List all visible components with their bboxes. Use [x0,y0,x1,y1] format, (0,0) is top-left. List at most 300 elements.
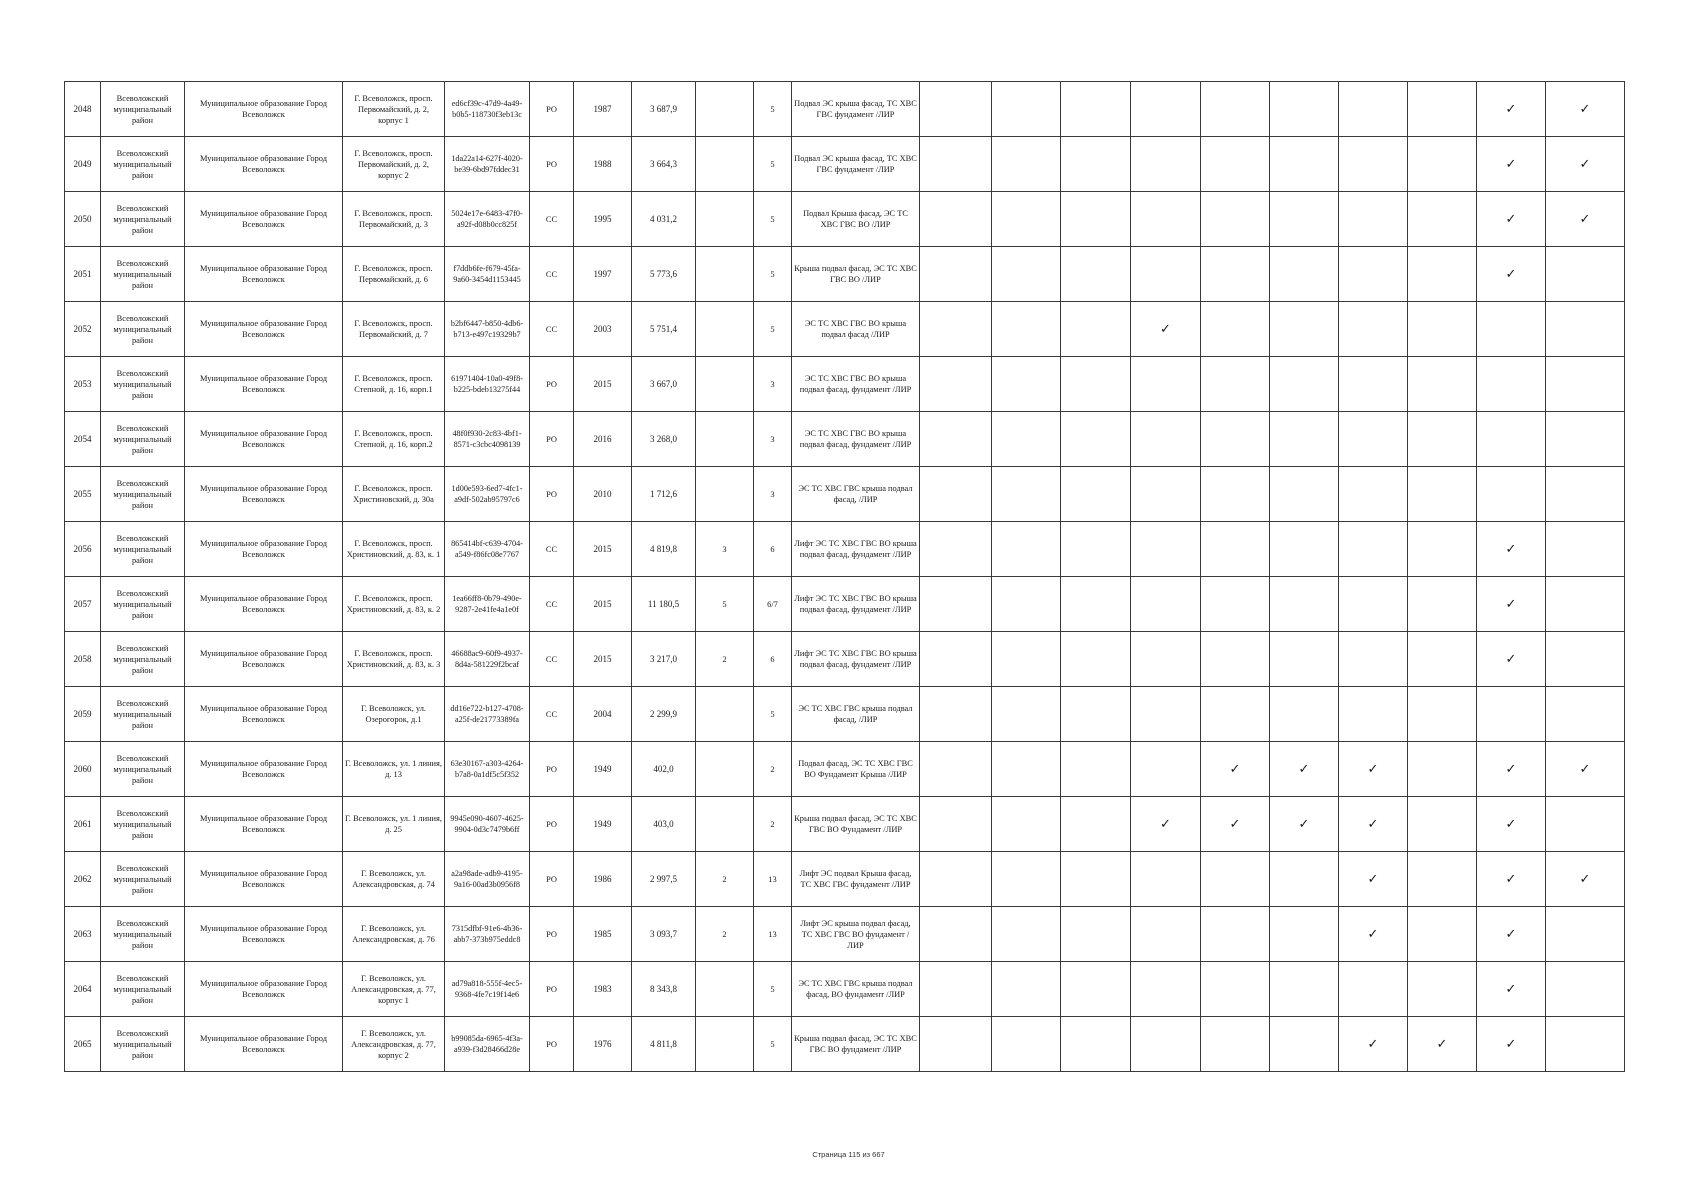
house-uuid-cell: f7ddb6fe-f679-45fa-9a60-3454d1153445 [445,247,530,302]
check-mark-icon: ✓ [1160,321,1171,337]
check-cell-7 [1408,632,1477,687]
municipality-cell: Муниципальное образование Город Всеволожск [185,467,343,522]
table-row [65,247,1625,302]
check-cell-8 [1477,577,1546,632]
elevator-count-cell [696,357,754,412]
check-mark-icon: ✓ [1367,871,1379,887]
check-cell-2 [1061,687,1131,742]
check-cell-8 [1477,192,1546,247]
ownership-type-cell: РО [530,742,574,797]
floors-cell: 2 [754,797,792,852]
check-mark-icon: ✓ [1298,761,1310,777]
row-number: 2058 [65,632,101,687]
ownership-type-cell: РО [530,852,574,907]
check-cell-5 [1270,522,1339,577]
check-mark-icon: ✓ [1298,816,1310,832]
check-cell-6 [1339,852,1408,907]
address-cell: Г. Всеволожск, просп. Первомайский, д. 3 [343,192,445,247]
check-cell-6 [1339,522,1408,577]
build-year-cell: 1949 [574,742,632,797]
check-cell-2 [1061,137,1131,192]
build-year-cell: 1985 [574,907,632,962]
area-cell: 11 180,5 [632,577,696,632]
check-mark-icon: ✓ [1367,926,1379,942]
table-row [65,852,1625,907]
check-cell-4 [1201,577,1270,632]
ownership-type-cell: СС [530,247,574,302]
check-cell-5 [1270,687,1339,742]
floors-cell: 5 [754,962,792,1017]
address-cell: Г. Всеволожск, просп. Первомайский, д. 2, корпус 1 [343,82,445,137]
area-cell: 3 268,0 [632,412,696,467]
work-types-cell: Лифт ЭС ТС ХВС ГВС ВО крыша подвал фасад, фундамент /ЛИР [792,577,920,632]
check-cell-8 [1477,82,1546,137]
check-cell-3 [1131,907,1201,962]
check-cell-7 [1408,192,1477,247]
row-number: 2061 [65,797,101,852]
blank-cell [920,467,992,522]
address-cell: Г. Всеволожск, ул. 1 линия, д. 13 [343,742,445,797]
build-year-cell: 2004 [574,687,632,742]
elevator-count-cell [696,302,754,357]
build-year-cell: 1976 [574,1017,632,1072]
work-types-cell: Подвал ЭС крыша фасад, ТС ХВС ГВС фундамент /ЛИР [792,137,920,192]
area-cell: 8 343,8 [632,962,696,1017]
build-year-cell: 1986 [574,852,632,907]
check-cell-6 [1339,82,1408,137]
row-number: 2051 [65,247,101,302]
check-cell-8 [1477,852,1546,907]
check-cell-9 [1546,962,1625,1017]
area-cell: 2 299,9 [632,687,696,742]
check-cell-1 [992,577,1061,632]
check-cell-1 [992,467,1061,522]
district-cell: Всеволожский муниципальный район [101,632,185,687]
check-cell-7 [1408,962,1477,1017]
check-cell-3 [1131,577,1201,632]
area-cell: 4 811,8 [632,1017,696,1072]
municipality-cell: Муниципальное образование Город Всеволожск [185,797,343,852]
elevator-count-cell: 2 [696,907,754,962]
work-types-cell: Лифт ЭС ТС ХВС ГВС ВО крыша подвал фасад, фундамент /ЛИР [792,632,920,687]
check-cell-6 [1339,687,1408,742]
district-cell: Всеволожский муниципальный район [101,907,185,962]
blank-cell [920,412,992,467]
check-cell-2 [1061,577,1131,632]
check-mark-icon: ✓ [1436,1036,1448,1052]
check-cell-8 [1477,137,1546,192]
row-number: 2056 [65,522,101,577]
check-cell-2 [1061,522,1131,577]
check-cell-9 [1546,192,1625,247]
elevator-count-cell: 5 [696,577,754,632]
address-cell: Г. Всеволожск, просп. Первомайский, д. 2, корпус 2 [343,137,445,192]
row-number: 2053 [65,357,101,412]
check-cell-4 [1201,1017,1270,1072]
check-cell-1 [992,357,1061,412]
check-cell-5 [1270,742,1339,797]
check-cell-9 [1546,632,1625,687]
check-cell-8 [1477,412,1546,467]
blank-cell [920,357,992,412]
row-number: 2059 [65,687,101,742]
check-mark-icon: ✓ [1229,761,1241,777]
table-row [65,962,1625,1017]
check-cell-3 [1131,797,1201,852]
check-mark-icon: ✓ [1367,1036,1379,1052]
check-cell-5 [1270,82,1339,137]
address-cell: Г. Всеволожск, ул. 1 линия, д. 25 [343,797,445,852]
area-cell: 2 997,5 [632,852,696,907]
elevator-count-cell [696,962,754,1017]
check-cell-1 [992,82,1061,137]
blank-cell [920,577,992,632]
area-cell: 3 667,0 [632,357,696,412]
municipality-cell: Муниципальное образование Город Всеволожск [185,1017,343,1072]
check-cell-9 [1546,742,1625,797]
check-mark-icon: ✓ [1505,651,1517,667]
check-cell-4 [1201,907,1270,962]
check-mark-icon: ✓ [1367,816,1379,832]
check-cell-8 [1477,907,1546,962]
house-uuid-cell: ad79a818-555f-4ec5-9368-4fe7c19f14e6 [445,962,530,1017]
check-cell-1 [992,797,1061,852]
check-cell-3 [1131,687,1201,742]
build-year-cell: 1949 [574,797,632,852]
municipality-cell: Муниципальное образование Город Всеволожск [185,687,343,742]
check-cell-2 [1061,1017,1131,1072]
check-cell-8 [1477,632,1546,687]
check-mark-icon: ✓ [1367,761,1379,777]
house-uuid-cell: 1da22a14-627f-4020-be39-6bd97fddec31 [445,137,530,192]
check-cell-1 [992,137,1061,192]
check-cell-7 [1408,687,1477,742]
check-cell-6 [1339,137,1408,192]
address-cell: Г. Всеволожск, ул. Александровская, д. 76 [343,907,445,962]
address-cell: Г. Всеволожск, ул. Озерогорок, д.1 [343,687,445,742]
check-cell-9 [1546,907,1625,962]
district-cell: Всеволожский муниципальный район [101,1017,185,1072]
check-cell-1 [992,1017,1061,1072]
floors-cell: 5 [754,137,792,192]
municipality-cell: Муниципальное образование Город Всеволожск [185,137,343,192]
work-types-cell: ЭС ТС ХВС ГВС ВО крыша подвал фасад, фундамент /ЛИР [792,412,920,467]
build-year-cell: 2015 [574,577,632,632]
check-cell-6 [1339,797,1408,852]
floors-cell: 3 [754,467,792,522]
check-cell-8 [1477,357,1546,412]
ownership-type-cell: РО [530,137,574,192]
floors-cell: 5 [754,247,792,302]
check-cell-8 [1477,687,1546,742]
elevator-count-cell [696,742,754,797]
area-cell: 402,0 [632,742,696,797]
check-cell-4 [1201,797,1270,852]
ownership-type-cell: СС [530,522,574,577]
ownership-type-cell: СС [530,302,574,357]
blank-cell [920,192,992,247]
address-cell: Г. Всеволожск, просп. Христиновский, д. 83, к. 3 [343,632,445,687]
check-cell-4 [1201,357,1270,412]
check-cell-2 [1061,192,1131,247]
area-cell: 3 687,9 [632,82,696,137]
check-mark-icon: ✓ [1579,871,1591,887]
check-cell-9 [1546,357,1625,412]
check-cell-7 [1408,82,1477,137]
floors-cell: 3 [754,412,792,467]
check-cell-3 [1131,962,1201,1017]
check-cell-1 [992,412,1061,467]
work-types-cell: Лифт ЭС ТС ХВС ГВС ВО крыша подвал фасад, фундамент /ЛИР [792,522,920,577]
check-cell-8 [1477,522,1546,577]
check-cell-2 [1061,247,1131,302]
ownership-type-cell: РО [530,82,574,137]
check-cell-4 [1201,632,1270,687]
check-cell-3 [1131,467,1201,522]
blank-cell [920,522,992,577]
check-cell-3 [1131,1017,1201,1072]
build-year-cell: 2016 [574,412,632,467]
check-cell-4 [1201,137,1270,192]
check-cell-6 [1339,962,1408,1017]
check-cell-2 [1061,357,1131,412]
build-year-cell: 2015 [574,357,632,412]
check-cell-5 [1270,357,1339,412]
elevator-count-cell: 3 [696,522,754,577]
elevator-count-cell [696,82,754,137]
table-row [65,137,1625,192]
table-row [65,467,1625,522]
check-cell-2 [1061,82,1131,137]
row-number: 2052 [65,302,101,357]
ownership-type-cell: РО [530,797,574,852]
check-cell-1 [992,852,1061,907]
table-row [65,1017,1625,1072]
check-cell-2 [1061,852,1131,907]
blank-cell [920,852,992,907]
table-row [65,797,1625,852]
work-types-cell: Крыша подвал фасад, ЭС ТС ХВС ГВС ВО /ЛИР [792,247,920,302]
elevator-count-cell [696,247,754,302]
ownership-type-cell: РО [530,357,574,412]
check-cell-9 [1546,687,1625,742]
district-cell: Всеволожский муниципальный район [101,412,185,467]
check-cell-6 [1339,1017,1408,1072]
build-year-cell: 1997 [574,247,632,302]
elevator-count-cell [696,1017,754,1072]
check-cell-4 [1201,467,1270,522]
check-cell-9 [1546,302,1625,357]
elevator-count-cell [696,412,754,467]
build-year-cell: 1995 [574,192,632,247]
house-uuid-cell: 48f0f930-2c83-4bf1-8571-c3cbc4098139 [445,412,530,467]
row-number: 2065 [65,1017,101,1072]
table-row [65,907,1625,962]
check-cell-9 [1546,412,1625,467]
area-cell: 4 819,8 [632,522,696,577]
address-cell: Г. Всеволожск, ул. Александровская, д. 77, корпус 1 [343,962,445,1017]
elevator-count-cell [696,192,754,247]
check-cell-6 [1339,577,1408,632]
address-cell: Г. Всеволожск, просп. Степной, д. 16, корп.1 [343,357,445,412]
municipality-cell: Муниципальное образование Город Всеволожск [185,357,343,412]
ownership-type-cell: РО [530,962,574,1017]
check-mark-icon: ✓ [1505,541,1517,557]
check-cell-2 [1061,907,1131,962]
row-number: 2049 [65,137,101,192]
table-row [65,632,1625,687]
work-types-cell: ЭС ТС ХВС ГВС ВО крыша подвал фасад, фундамент /ЛИР [792,357,920,412]
build-year-cell: 2015 [574,522,632,577]
district-cell: Всеволожский муниципальный район [101,82,185,137]
check-cell-2 [1061,742,1131,797]
check-cell-5 [1270,632,1339,687]
check-cell-3 [1131,357,1201,412]
house-uuid-cell: a2a98ade-adb9-4195-9a16-00ad3b0956f8 [445,852,530,907]
check-cell-5 [1270,247,1339,302]
check-cell-6 [1339,632,1408,687]
municipality-cell: Муниципальное образование Город Всеволожск [185,632,343,687]
work-types-cell: ЭС ТС ХВС ГВС крыша подвал фасад, ВО фундамент /ЛИР [792,962,920,1017]
check-cell-7 [1408,302,1477,357]
table-row [65,577,1625,632]
municipality-cell: Муниципальное образование Город Всеволожск [185,962,343,1017]
municipality-cell: Муниципальное образование Город Всеволожск [185,907,343,962]
check-mark-icon: ✓ [1160,816,1171,832]
check-mark-icon: ✓ [1229,816,1241,832]
check-cell-5 [1270,412,1339,467]
blank-cell [920,137,992,192]
check-cell-5 [1270,577,1339,632]
floors-cell: 13 [754,852,792,907]
check-cell-9 [1546,577,1625,632]
ownership-type-cell: СС [530,687,574,742]
district-cell: Всеволожский муниципальный район [101,357,185,412]
floors-cell: 5 [754,302,792,357]
house-uuid-cell: ed6cf39c-47d9-4a49-b0b5-118730f3eb13c [445,82,530,137]
house-uuid-cell: 63e30167-a303-4264-b7a8-0a1df5c5f352 [445,742,530,797]
check-cell-7 [1408,742,1477,797]
district-cell: Всеволожский муниципальный район [101,687,185,742]
check-mark-icon: ✓ [1505,926,1517,942]
check-cell-3 [1131,302,1201,357]
row-number: 2064 [65,962,101,1017]
check-mark-icon: ✓ [1505,981,1517,997]
check-cell-2 [1061,632,1131,687]
district-cell: Всеволожский муниципальный район [101,137,185,192]
work-types-cell: Подвал Крыша фасад, ЭС ТС ХВС ГВС ВО /ЛИР [792,192,920,247]
work-types-cell: ЭС ТС ХВС ГВС крыша подвал фасад, /ЛИР [792,467,920,522]
check-mark-icon: ✓ [1505,156,1517,172]
floors-cell: 5 [754,687,792,742]
check-cell-6 [1339,412,1408,467]
blank-cell [920,1017,992,1072]
area-cell: 403,0 [632,797,696,852]
table-body [65,82,1625,1072]
table-row [65,522,1625,577]
check-cell-7 [1408,577,1477,632]
check-cell-6 [1339,302,1408,357]
check-cell-1 [992,742,1061,797]
check-cell-5 [1270,797,1339,852]
check-mark-icon: ✓ [1505,761,1517,777]
table-row [65,302,1625,357]
build-year-cell: 1983 [574,962,632,1017]
check-cell-1 [992,632,1061,687]
check-cell-1 [992,302,1061,357]
check-cell-9 [1546,467,1625,522]
check-mark-icon: ✓ [1505,816,1517,832]
check-mark-icon: ✓ [1505,871,1517,887]
address-cell: Г. Всеволожск, ул. Александровская, д. 77, корпус 2 [343,1017,445,1072]
ownership-type-cell: РО [530,467,574,522]
blank-cell [920,82,992,137]
district-cell: Всеволожский муниципальный район [101,742,185,797]
address-cell: Г. Всеволожск, просп. Первомайский, д. 7 [343,302,445,357]
row-number: 2063 [65,907,101,962]
check-cell-8 [1477,247,1546,302]
check-cell-9 [1546,247,1625,302]
ownership-type-cell: СС [530,632,574,687]
check-cell-4 [1201,687,1270,742]
check-cell-7 [1408,137,1477,192]
municipality-cell: Муниципальное образование Город Всеволожск [185,412,343,467]
house-uuid-cell: 5024e17e-6483-47f0-a92f-d08b0cc825f [445,192,530,247]
house-uuid-cell: 61971404-10a0-49f8-b225-bdeb13275f44 [445,357,530,412]
check-cell-5 [1270,137,1339,192]
district-cell: Всеволожский муниципальный район [101,192,185,247]
address-cell: Г. Всеволожск, просп. Первомайский, д. 6 [343,247,445,302]
check-cell-3 [1131,742,1201,797]
district-cell: Всеволожский муниципальный район [101,467,185,522]
check-cell-9 [1546,1017,1625,1072]
address-cell: Г. Всеволожск, просп. Христиновский, д. 83, к. 2 [343,577,445,632]
elevator-count-cell [696,137,754,192]
ownership-type-cell: РО [530,907,574,962]
municipality-cell: Муниципальное образование Город Всеволожск [185,522,343,577]
check-cell-1 [992,247,1061,302]
address-cell: Г. Всеволожск, ул. Александровская, д. 74 [343,852,445,907]
check-cell-6 [1339,192,1408,247]
house-uuid-cell: b99085da-6965-4f3a-a939-f3d28466d28e [445,1017,530,1072]
municipality-cell: Муниципальное образование Город Всеволожск [185,742,343,797]
house-uuid-cell: dd16e722-b127-4708-a25f-de21773389fa [445,687,530,742]
check-cell-3 [1131,137,1201,192]
check-cell-7 [1408,907,1477,962]
house-uuid-cell: 46688ac9-60f9-4937-8d4a-581229f2bcaf [445,632,530,687]
check-cell-7 [1408,247,1477,302]
row-number: 2054 [65,412,101,467]
house-uuid-cell: 7315dfbf-91e6-4b36-abb7-373b975eddc8 [445,907,530,962]
work-types-cell: Лифт ЭС подвал Крыша фасад, ТС ХВС ГВС фундамент /ЛИР [792,852,920,907]
check-cell-3 [1131,82,1201,137]
check-cell-1 [992,907,1061,962]
elevator-count-cell [696,687,754,742]
district-cell: Всеволожский муниципальный район [101,302,185,357]
address-cell: Г. Всеволожск, просп. Степной, д. 16, корп.2 [343,412,445,467]
district-cell: Всеволожский муниципальный район [101,962,185,1017]
build-year-cell: 2015 [574,632,632,687]
check-cell-5 [1270,192,1339,247]
district-cell: Всеволожский муниципальный район [101,577,185,632]
build-year-cell: 2010 [574,467,632,522]
check-cell-7 [1408,1017,1477,1072]
check-cell-7 [1408,412,1477,467]
check-cell-6 [1339,907,1408,962]
check-cell-5 [1270,1017,1339,1072]
municipality-cell: Муниципальное образование Город Всеволожск [185,247,343,302]
check-cell-3 [1131,247,1201,302]
